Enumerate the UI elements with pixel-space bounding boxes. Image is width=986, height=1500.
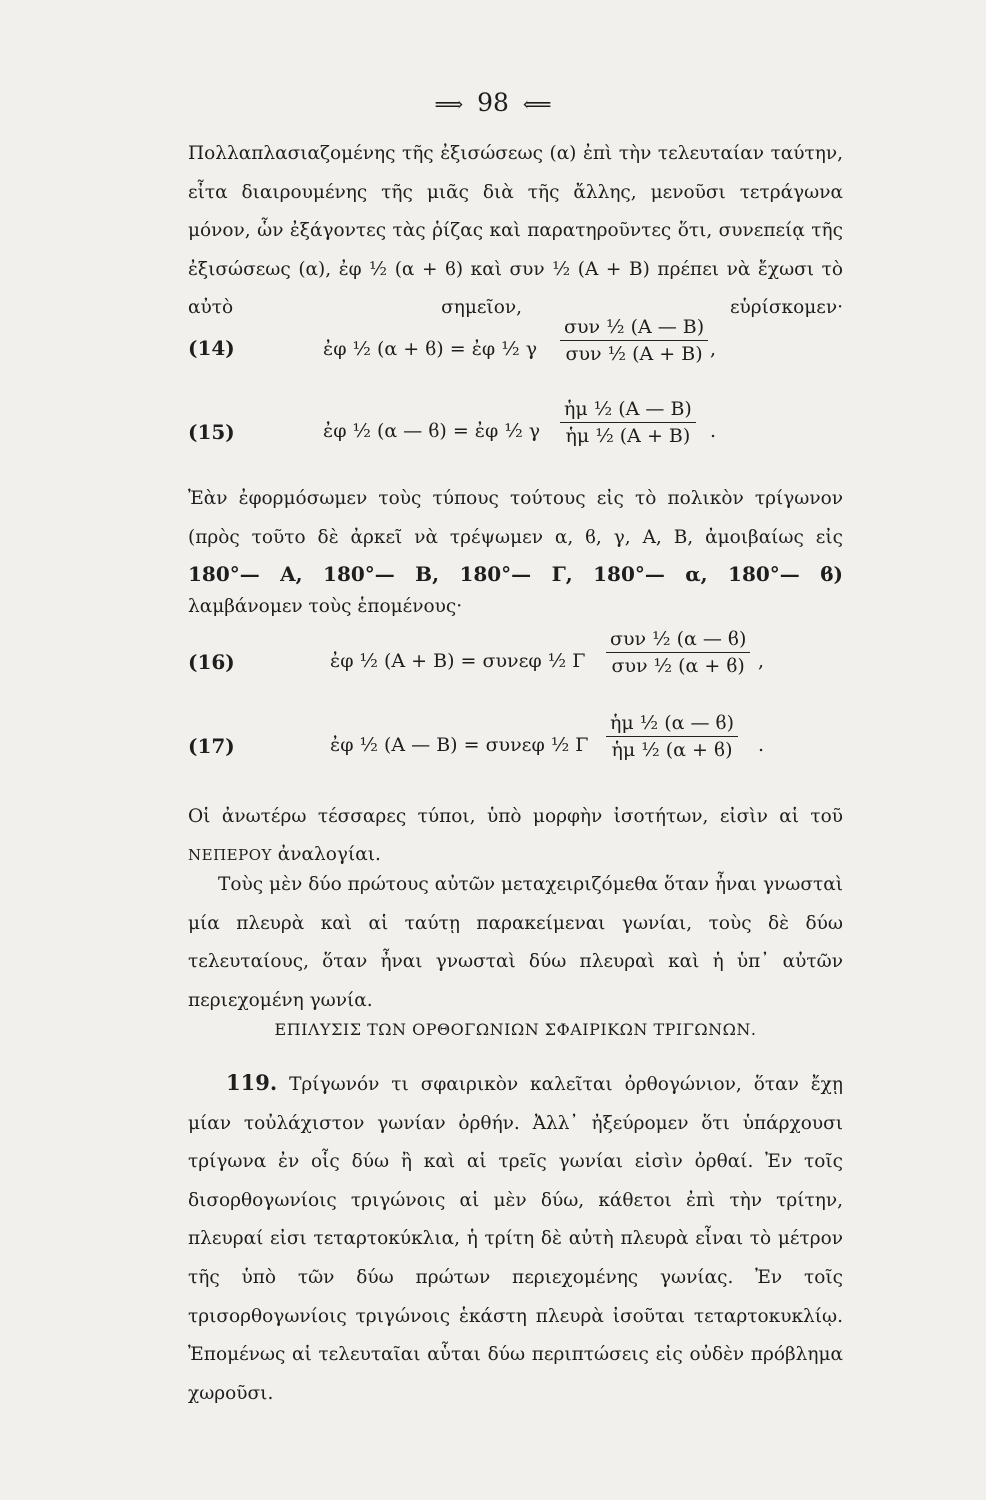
equation-punctuation: . <box>710 420 717 442</box>
equation-fraction <box>606 628 750 677</box>
page-header <box>0 88 986 117</box>
paragraph-polar-end-text: λαμβάνομεν τοὺς ἑπομένους· <box>188 596 463 617</box>
paragraph-intro-text: Πολλαπλασιαζομένης τῆς ἐξισώσεως (α) ἐπὶ τὴν τελευταίαν ταύτην, εἶτα διαιρουμένης τῆς μιᾶς διὰ τῆς ἄλλης, μενοῦσι τετράγωνα μόνον, ὧν ἐξάγοντες τὰς ῥίζας καὶ παρατηροῦντες ὅτι, συνεπείᾳ τῆς ἐξισώσεως (α), ἐφ ½ (α + ϐ) καὶ συν ½ (Α + Β) πρέπει νὰ ἔχωσι τὸ αὐτὸ σημεῖον, εὑρίσκομεν· <box>188 143 843 319</box>
fraction-denominator: συν ½ (Α + Β) <box>565 343 703 365</box>
paragraph-neper-text: Οἱ ἀνωτέρω τέσσαρες τύποι, ὑπὸ μορφὴν ἰσοτήτων, εἰσὶν αἱ τοῦ <box>188 806 843 827</box>
fraction-denominator: ἡμ ½ (α + ϐ) <box>611 739 733 761</box>
fraction-numerator: ἡμ ½ (α — ϐ) <box>606 712 738 737</box>
paragraph-intro <box>188 135 843 328</box>
equation-fraction <box>606 712 738 761</box>
equation-lhs: ἐφ ½ (Α — Β) = συνεφ ½ Γ <box>330 734 589 756</box>
equation-label: (16) <box>188 650 235 674</box>
equation-punctuation: , <box>758 650 765 672</box>
equation-label: (15) <box>188 420 235 444</box>
fraction-numerator: συν ½ (α — ϐ) <box>606 628 750 653</box>
paragraph-polar-end <box>188 588 843 627</box>
equation-punctuation: . <box>758 734 765 756</box>
fraction-denominator: ἡμ ½ (Α + Β) <box>565 425 691 447</box>
fraction-numerator: συν ½ (Α — Β) <box>560 316 708 341</box>
equation-label: (14) <box>188 336 235 360</box>
equation-lhs: ἐφ ½ (Α + Β) = συνεφ ½ Γ <box>330 650 586 672</box>
neper-name: ΝΕΠΕΡΟΥ <box>188 846 272 864</box>
fraction-denominator: συν ½ (α + ϐ) <box>611 655 745 677</box>
equation-17 <box>188 712 848 782</box>
equation-punctuation: , <box>710 338 717 360</box>
paragraph-neper-end-text: ἀναλογίαι. <box>277 844 381 865</box>
paragraph-usage-text: Τοὺς μὲν δύο πρώτους αὐτῶν μεταχειριζόμεθα ὅταν ἦναι γνωσταὶ μία πλευρὰ καὶ αἱ ταύτῃ παρακείμεναι γωνίαι, τοὺς δὲ δύω τελευταίους, ὅταν ἦναι γνωσταὶ δύω πλευραὶ καὶ ἡ ὑπ᾽ αὐτῶν περιεχομένη γωνία. <box>188 874 843 1011</box>
paragraph-119 <box>188 1064 843 1413</box>
paragraph-polar <box>188 480 843 557</box>
equation-fraction <box>560 398 696 447</box>
article-number: 119. <box>226 1070 278 1095</box>
equation-fraction <box>560 316 708 365</box>
angle-list-text: 180°— Α, 180°— Β, 180°— Γ, 180°— α, 180°— ϐ) <box>188 562 843 586</box>
paragraph-polar-text: Ἐὰν ἐφορμόσωμεν τοὺς τύπους τούτους εἰς τὸ πολικὸν τρίγωνον (πρὸς τοῦτο δὲ ἀρκεῖ νὰ τρέψωμεν α, ϐ, γ, Α, Β, ἀμοιβαίως εἰς <box>188 488 843 548</box>
equation-lhs: ἐφ ½ (α + ϐ) = ἐφ ½ γ <box>323 338 538 360</box>
section-title: ΕΠΙΛΥΣΙΣ ΤΩΝ ΟΡΘΟΓΩΝΙΩΝ ΣΦΑΙΡΙΚΩΝ ΤΡΙΓΩΝΩΝ. <box>274 1020 757 1039</box>
ornament-left-icon: ⟹ <box>434 92 464 116</box>
equation-16 <box>188 628 848 698</box>
equation-14 <box>188 316 848 386</box>
equation-label: (17) <box>188 734 235 758</box>
paragraph-neper <box>188 798 843 837</box>
paragraph-usage <box>188 866 843 1020</box>
ornament-right-icon: ⟸ <box>522 92 552 116</box>
fraction-numerator: ἡμ ½ (Α — Β) <box>560 398 696 423</box>
paragraph-119-text: Τρίγωνόν τι σφαιρικὸν καλεῖται ὀρθογώνιον, ὅταν ἔχῃ μίαν τοὐλάχιστον γωνίαν ὀρθήν. Ἀλλ᾽ ἠξεύρομεν ὅτι ὑπάρχουσι τρίγωνα ἐν οἷς δύω ἢ καὶ αἱ τρεῖς γωνίαι εἰσὶν ὀρθαί. Ἐν τοῖς δισορθογωνίοις τριγώνοις αἱ μὲν δύω, κάθετοι ἐπὶ τὴν τρίτην, πλευραί εἰσι τεταρτοκύκλια, ἡ τρίτη δὲ αὐτὴ πλευρὰ εἶναι τὸ μέτρον τῆς ὑπὸ τῶν δύω πρώτων περιεχομένης γωνίας. Ἐν τοῖς τρισορθογωνίοις τριγώνοις ἑκάστη πλευρὰ ἰσοῦται τεταρτοκυκλίῳ. Ἐπομένως αἱ τελευταῖαι αὗται δύω περιπτώσεις εἰς οὐδὲν πρόβλημα χωροῦσι. <box>188 1074 843 1404</box>
equation-lhs: ἐφ ½ (α — ϐ) = ἐφ ½ γ <box>323 420 541 442</box>
page-number: 98 <box>477 88 509 117</box>
equation-15 <box>188 398 848 468</box>
